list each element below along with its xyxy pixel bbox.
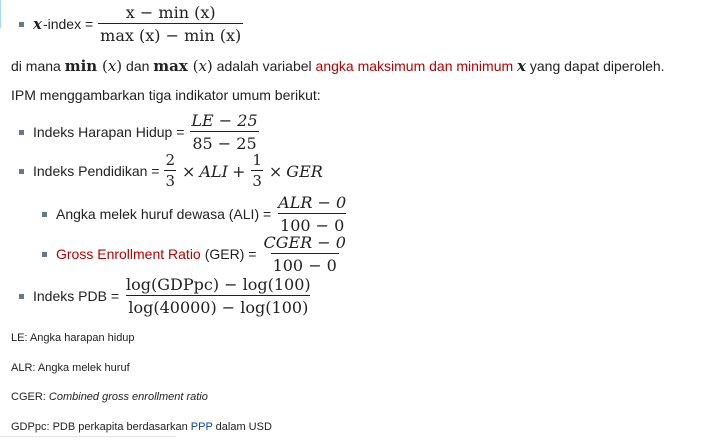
where-sentence: di mana min (x) dan max (x) adalah variabel angka maksimum dan minimum x yang dapat diperoleh. <box>11 57 665 75</box>
where-middle: adalah variabel <box>216 58 312 74</box>
bullet-icon <box>42 212 47 217</box>
ger-fraction <box>261 233 348 275</box>
x-index-formula <box>19 3 245 45</box>
gdp-label: Indeks PDB = <box>33 288 119 304</box>
ali-formula <box>42 193 350 235</box>
fraction-denominator: 3 <box>165 172 176 190</box>
times-sign: × <box>182 161 196 181</box>
x-variable: x <box>33 15 42 33</box>
life-expectancy-label: Indeks Harapan Hidup = <box>33 124 185 140</box>
gdp-formula <box>19 275 315 317</box>
bullet-icon <box>19 22 24 27</box>
life-expectancy-denominator: 85 − 25 <box>190 131 258 153</box>
left-border <box>0 0 1 28</box>
note-le: LE: Angka harapan hidup <box>11 332 135 344</box>
ali-numerator: ALR − 0 <box>278 193 347 212</box>
ger-term: GER <box>286 161 323 181</box>
x-variable: x <box>107 57 117 75</box>
life-expectancy-formula <box>19 111 262 153</box>
life-expectancy-numerator: LE − 25 <box>191 111 258 130</box>
ali-denominator: 100 − 0 <box>278 213 346 235</box>
life-expectancy-fraction <box>189 111 259 153</box>
fraction-denominator: 3 <box>252 172 262 190</box>
education-label: Indeks Pendidikan = <box>33 163 160 179</box>
where-and: dan <box>126 58 150 74</box>
education-fraction-1 <box>164 152 176 190</box>
note-gdppc-suffix: dalam USD <box>215 421 272 433</box>
x-index-denominator: max (x) − min (x) <box>98 23 243 45</box>
x-variable: x <box>517 57 526 75</box>
where-suffix: yang dapat diperoleh. <box>529 58 665 74</box>
ali-label: Angka melek huruf dewasa (ALI) = <box>56 206 272 222</box>
plus-sign: + <box>231 161 246 181</box>
ger-formula <box>42 233 350 275</box>
note-cger-definition: Combined gross enrollment ratio <box>48 391 208 403</box>
fraction-numerator: 2 <box>165 151 176 169</box>
gdp-denominator: log(40000) − log(100) <box>126 295 310 317</box>
bullet-icon <box>19 169 24 174</box>
where-prefix: di mana <box>11 58 61 74</box>
note-alr: ALR: Angka melek huruf <box>11 362 130 374</box>
education-fraction-2 <box>251 152 263 190</box>
ppp-link[interactable]: PPP <box>190 421 213 433</box>
times-sign: × <box>268 161 283 181</box>
note-gdppc-prefix: GDPpc: PDB perkapita berdasarkan <box>11 421 188 433</box>
ger-numerator: CGER − 0 <box>263 233 346 252</box>
fraction-numerator: 1 <box>252 151 262 169</box>
intro-text: IPM menggambarkan tiga indikator umum berikut: <box>11 87 321 103</box>
note-gdppc <box>11 421 272 433</box>
bullet-icon <box>19 294 24 299</box>
ali-term: ALI <box>199 161 228 181</box>
gross-enrollment-ratio-link[interactable]: Gross Enrollment Ratio <box>56 246 201 262</box>
note-cger <box>11 391 208 403</box>
x-variable: x <box>198 57 207 75</box>
max-min-number-link[interactable]: angka maksimum dan minimum <box>315 58 514 74</box>
bullet-icon <box>19 130 24 135</box>
max-function: max <box>153 57 188 75</box>
ger-denominator: 100 − 0 <box>271 253 339 275</box>
gdp-fraction <box>124 275 313 317</box>
x-index-label: -index = <box>42 16 94 32</box>
x-index-fraction <box>98 3 243 45</box>
ali-fraction <box>276 193 348 235</box>
min-function: min <box>64 57 98 75</box>
note-cger-prefix: CGER: <box>11 391 46 403</box>
bullet-icon <box>42 252 47 257</box>
education-formula <box>19 152 323 190</box>
x-index-numerator: x − min (x) <box>125 3 216 22</box>
bottom-divider <box>0 436 176 437</box>
gdp-numerator: log(GDPpc) − log(100) <box>126 275 311 294</box>
ger-label: (GER) = <box>204 246 257 262</box>
